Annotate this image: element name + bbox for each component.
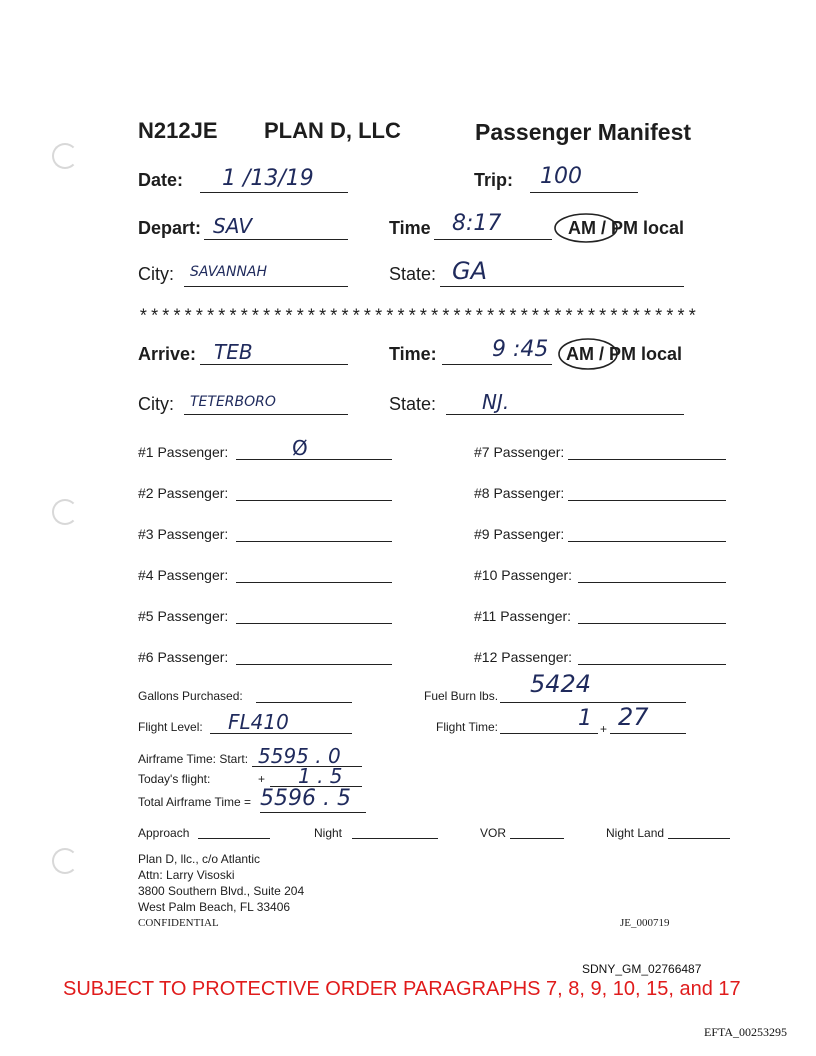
confidential-stamp: CONFIDENTIAL bbox=[138, 917, 219, 929]
passenger-2-label: #2 Passenger: bbox=[138, 485, 229, 501]
gallons-label: Gallons Purchased: bbox=[138, 689, 243, 703]
arrive-city-value: TETERBORO bbox=[190, 394, 276, 410]
passenger-8-field[interactable] bbox=[568, 500, 726, 501]
arrive-time-value: 9 :45 bbox=[492, 337, 549, 362]
passenger-1-field[interactable] bbox=[236, 459, 392, 460]
passenger-6-label: #6 Passenger: bbox=[138, 649, 229, 665]
passenger-5-field[interactable] bbox=[236, 623, 392, 624]
passenger-4-label: #4 Passenger: bbox=[138, 567, 229, 583]
passenger-3-field[interactable] bbox=[236, 541, 392, 542]
je-number: JE_000719 bbox=[620, 917, 670, 929]
company-name: PLAN D, LLC bbox=[264, 118, 401, 143]
passenger-2-field[interactable] bbox=[236, 500, 392, 501]
arrive-city-label: City: bbox=[138, 394, 174, 414]
total-airframe-field[interactable] bbox=[260, 812, 366, 813]
approach-label: Approach bbox=[138, 826, 190, 840]
depart-field[interactable] bbox=[204, 239, 348, 240]
arrive-state-label: State: bbox=[389, 394, 437, 414]
todays-flight-value: 1 . 5 bbox=[298, 764, 343, 788]
depart-ampm: AM / PM local bbox=[568, 218, 685, 238]
total-airframe-label: Total Airframe Time = bbox=[138, 795, 252, 809]
address-line: Plan D, llc., c/o Atlantic bbox=[138, 852, 261, 866]
passenger-10-label: #10 Passenger: bbox=[474, 567, 573, 583]
flight-level-value: FL410 bbox=[228, 710, 289, 734]
trip-value: 100 bbox=[540, 164, 582, 189]
fuel-burn-field[interactable] bbox=[500, 702, 686, 703]
approach-field[interactable] bbox=[198, 838, 270, 839]
address-line: West Palm Beach, FL 33406 bbox=[138, 900, 291, 914]
form-title: Passenger Manifest bbox=[475, 119, 692, 145]
depart-time-field[interactable] bbox=[434, 239, 552, 240]
flight-time-label: Flight Time: bbox=[436, 720, 499, 734]
date-label: Date: bbox=[138, 170, 184, 190]
flight-level-label: Flight Level: bbox=[138, 720, 203, 734]
passenger-9-field[interactable] bbox=[568, 541, 726, 542]
efta-number: EFTA_00253295 bbox=[704, 1025, 788, 1039]
sdny-bates-number: SDNY_GM_02766487 bbox=[582, 962, 702, 976]
fuel-burn-value: 5424 bbox=[530, 670, 592, 698]
address-line: 3800 Southern Blvd., Suite 204 bbox=[138, 884, 305, 898]
gallons-field[interactable] bbox=[256, 702, 352, 703]
total-airframe-value: 5596 . 5 bbox=[260, 786, 351, 811]
passenger-1-label: #1 Passenger: bbox=[138, 444, 229, 460]
passenger-6-field[interactable] bbox=[236, 664, 392, 665]
depart-state-label: State: bbox=[389, 264, 437, 284]
passenger-12-field[interactable] bbox=[578, 664, 726, 665]
passenger-8-label: #8 Passenger: bbox=[474, 485, 565, 501]
flight-time-minutes-field[interactable] bbox=[610, 733, 686, 734]
protective-order-notice: SUBJECT TO PROTECTIVE ORDER PARAGRAPHS 7, 8, 9, 10, 15, and 17 bbox=[63, 978, 741, 1000]
depart-state-value: GA bbox=[452, 257, 488, 285]
separator-row: ************************************************** bbox=[138, 308, 699, 328]
passenger-11-field[interactable] bbox=[578, 623, 726, 624]
arrive-field[interactable] bbox=[200, 364, 348, 365]
arrive-state-value: NJ. bbox=[482, 390, 510, 414]
flight-time-hours: 1 bbox=[578, 706, 592, 731]
address-line: Attn: Larry Visoski bbox=[138, 868, 235, 882]
night-land-label: Night Land bbox=[606, 826, 665, 840]
depart-time-label: Time bbox=[389, 218, 431, 238]
todays-flight-plus: + bbox=[258, 772, 266, 786]
fuel-burn-label: Fuel Burn lbs. bbox=[424, 689, 499, 703]
depart-value: SAV bbox=[213, 214, 253, 238]
arrive-state-field[interactable] bbox=[446, 414, 684, 415]
flight-time-plus: + bbox=[600, 722, 608, 736]
depart-label: Depart: bbox=[138, 218, 202, 238]
punch-hole bbox=[52, 499, 78, 525]
am-circle-mark bbox=[550, 208, 620, 248]
passenger-1-value: Ø bbox=[292, 436, 308, 460]
depart-city-label: City: bbox=[138, 264, 174, 284]
arrive-label: Arrive: bbox=[138, 344, 197, 364]
arrive-city-field[interactable] bbox=[184, 414, 348, 415]
date-field[interactable] bbox=[200, 192, 348, 193]
punch-hole bbox=[52, 143, 78, 169]
flight-time-hours-field[interactable] bbox=[500, 733, 598, 734]
passenger-3-label: #3 Passenger: bbox=[138, 526, 229, 542]
airframe-start-label: Airframe Time: Start: bbox=[138, 752, 249, 766]
trip-field[interactable] bbox=[530, 192, 638, 193]
todays-flight-label: Today's flight: bbox=[138, 772, 211, 786]
arrive-ampm: AM / PM local bbox=[566, 344, 683, 364]
depart-city-field[interactable] bbox=[184, 286, 348, 287]
passenger-10-field[interactable] bbox=[578, 582, 726, 583]
passenger-5-label: #5 Passenger: bbox=[138, 608, 229, 624]
tail-number: N212JE bbox=[138, 118, 218, 143]
passenger-4-field[interactable] bbox=[236, 582, 392, 583]
passenger-7-field[interactable] bbox=[568, 459, 726, 460]
night-land-field[interactable] bbox=[668, 838, 730, 839]
trip-label: Trip: bbox=[474, 170, 513, 190]
vor-label: VOR bbox=[480, 826, 507, 840]
arrive-time-label: Time: bbox=[389, 344, 437, 364]
flight-time-minutes: 27 bbox=[618, 703, 649, 731]
punch-hole bbox=[52, 848, 78, 874]
depart-city-value: SAVANNAH bbox=[190, 264, 268, 280]
passenger-9-label: #9 Passenger: bbox=[474, 526, 565, 542]
am-circle-mark bbox=[554, 334, 624, 374]
airframe-start-value: 5595 . 0 bbox=[258, 744, 341, 768]
passenger-11-label: #11 Passenger: bbox=[474, 608, 572, 624]
night-label: Night bbox=[314, 826, 343, 840]
depart-state-field[interactable] bbox=[440, 286, 684, 287]
night-field[interactable] bbox=[352, 838, 438, 839]
vor-field[interactable] bbox=[510, 838, 564, 839]
passenger-12-label: #12 Passenger: bbox=[474, 649, 573, 665]
arrive-time-field[interactable] bbox=[442, 364, 552, 365]
passenger-7-label: #7 Passenger: bbox=[474, 444, 565, 460]
depart-time-value: 8:17 bbox=[452, 211, 502, 236]
date-value: 1 /13/19 bbox=[222, 166, 314, 191]
arrive-value: TEB bbox=[214, 340, 253, 364]
